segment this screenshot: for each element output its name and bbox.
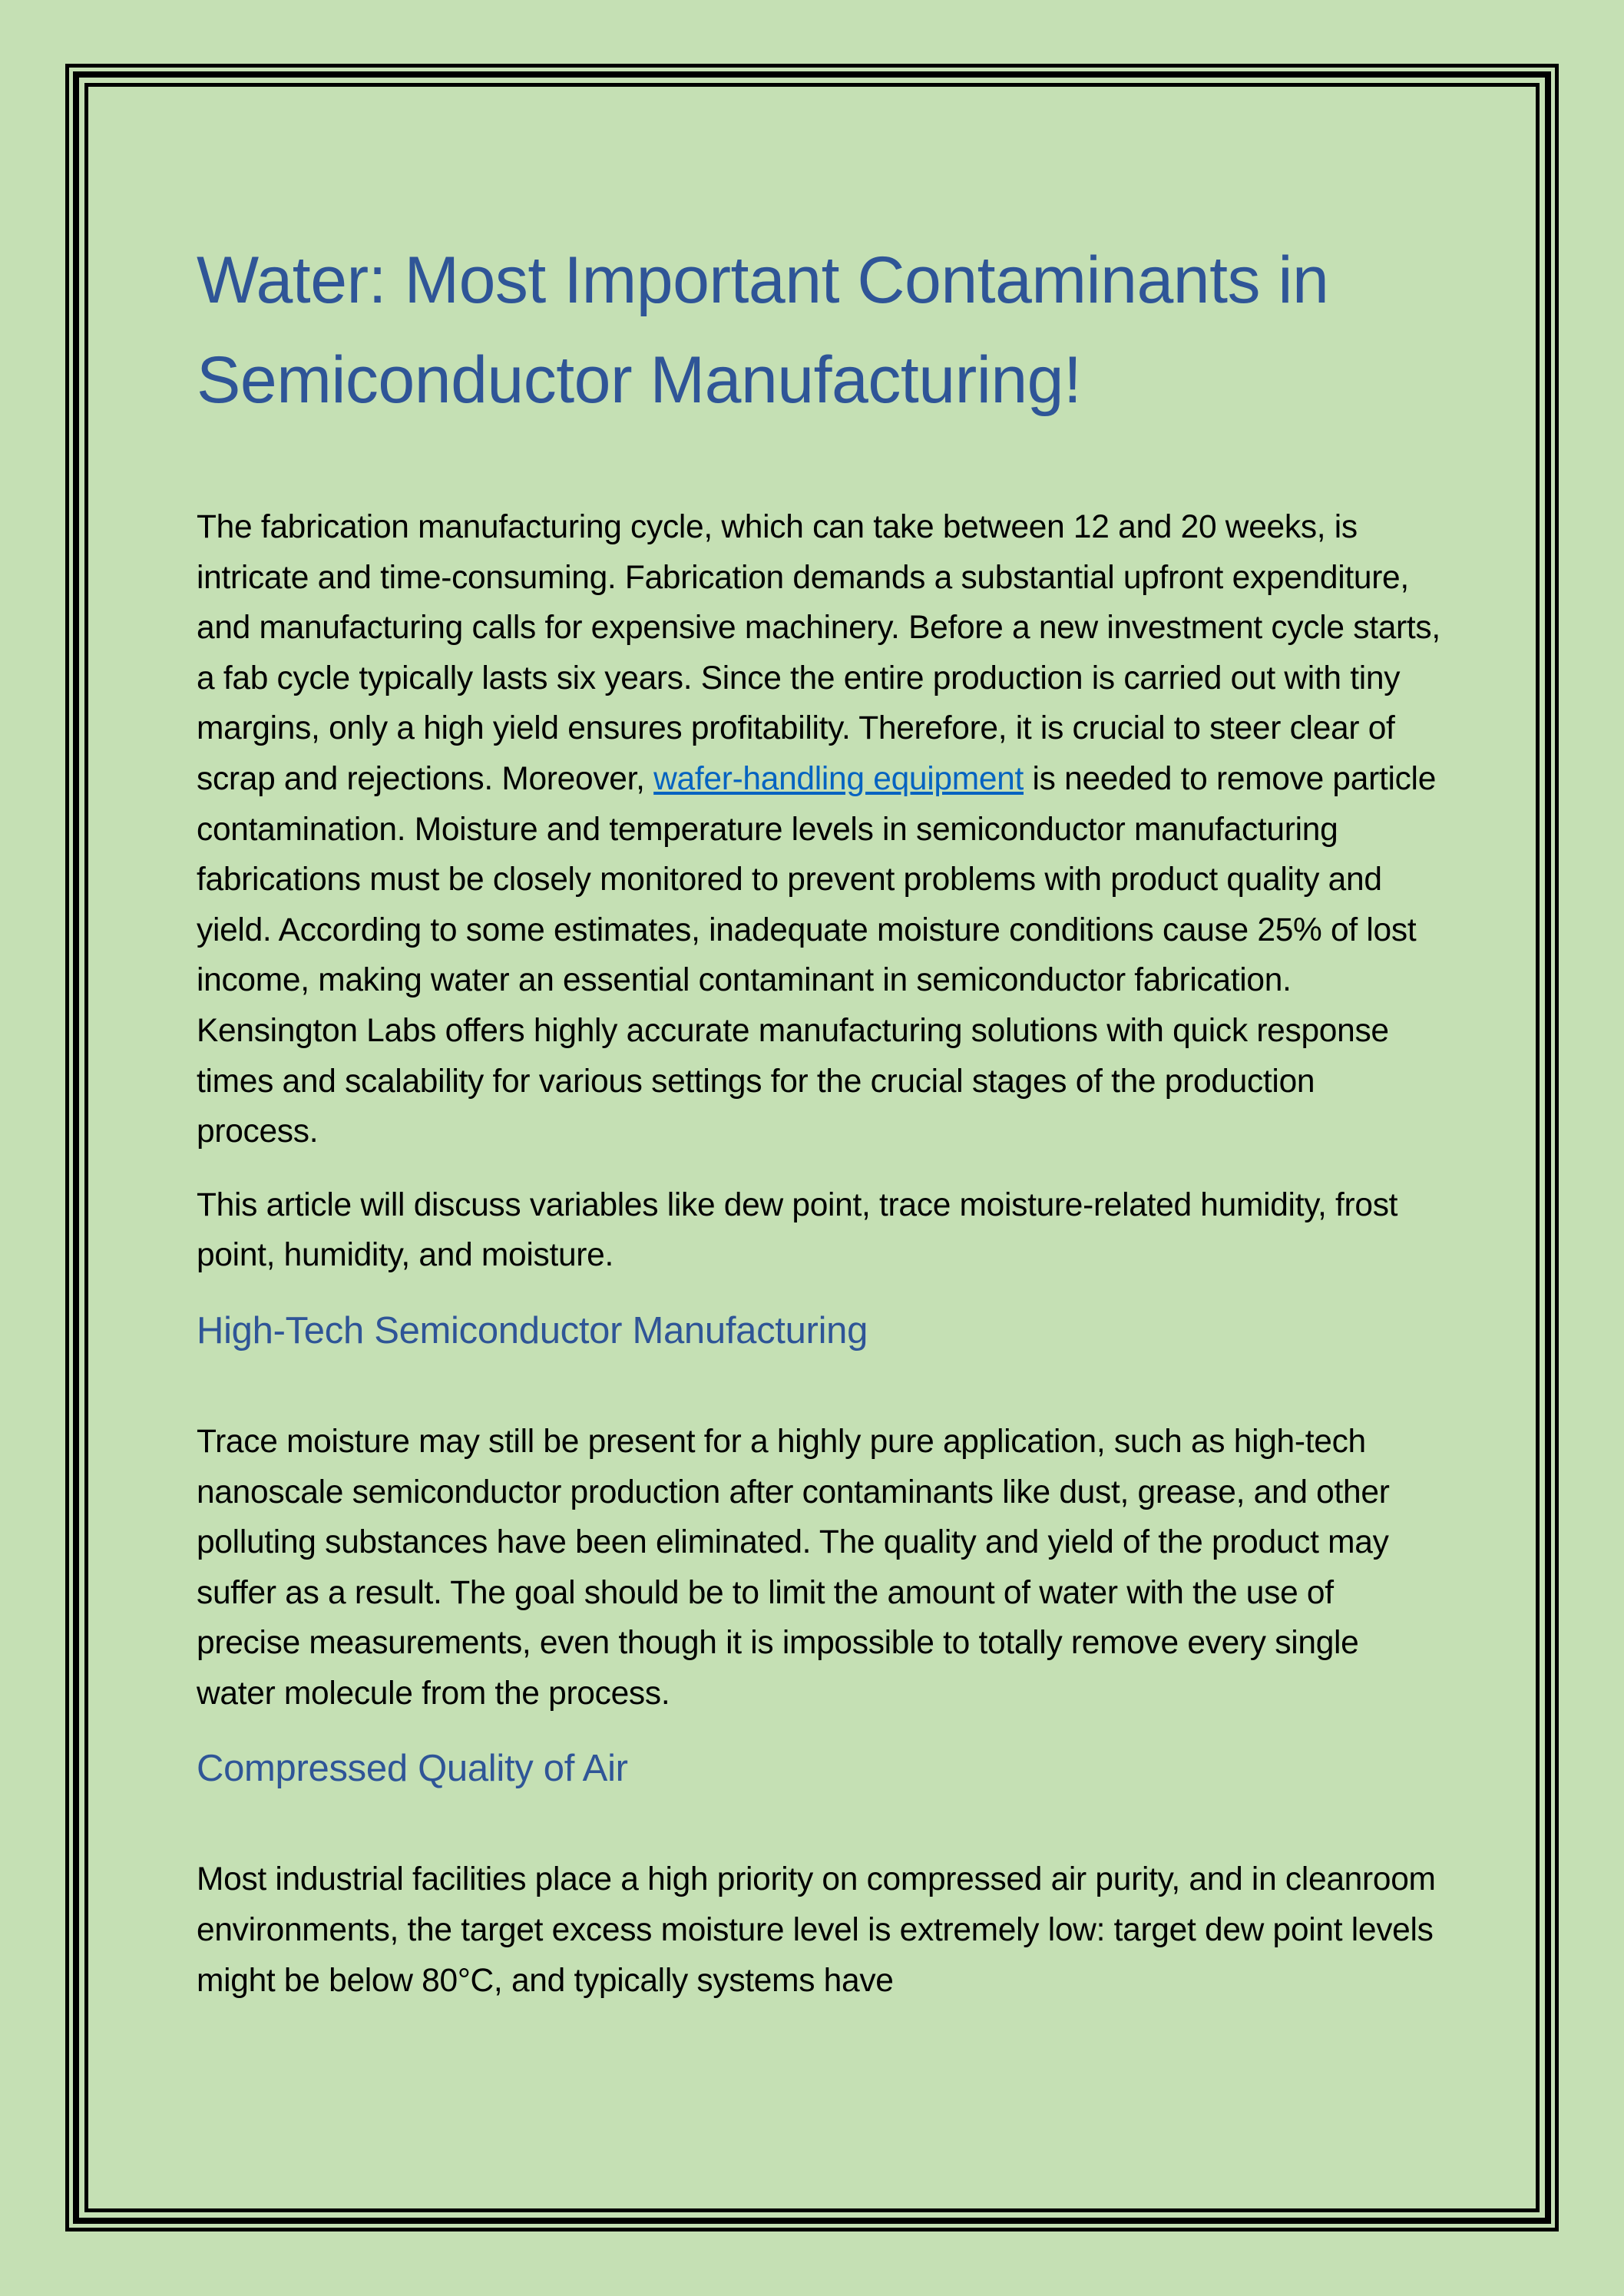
- section-body-high-tech: Trace moisture may still be present for a highly pure application, such as high-tech nanoscale semiconductor production after contaminants like dust, grease, and other polluting substances have been eliminated. The quality and yield of the product may suffer as a result. The goal should be to limit the amount of water with the use of precise measurements, even though it is impossible to totally remove every single water molecule from the process.: [197, 1423, 1390, 1712]
- intro-paragraph: [197, 502, 1440, 1157]
- article-title: [197, 230, 1440, 430]
- intro-second-paragraph: This article will discuss variables like dew point, trace moisture-related humidity, frost point, humidity, and moisture.: [197, 1186, 1398, 1274]
- intro-text-after-link: is needed to remove particle contamination. Moisture and temperature levels in semiconductor manufacturing fabrications must be closely monitored to prevent problems with product quality and yield. According to some estimates, inadequate moisture conditions cause 25% of lost income, making water an essential contaminant in semiconductor fabrication. Kensington Labs offers highly accurate manufacturing solutions with quick response times and scalability for various settings for the crucial stages of the production process.: [197, 760, 1437, 1150]
- article-title-text: Water: Most Important Contaminants in Semiconductor Manufacturing: [197, 243, 1329, 417]
- wafer-handling-equipment-link[interactable]: wafer-handling equipment: [653, 760, 1024, 797]
- article-content: [197, 230, 1440, 2006]
- section-heading-high-tech: High-Tech Semiconductor Manufacturing: [197, 1309, 868, 1351]
- intro-text-before-link: The fabrication manufacturing cycle, which can take between 12 and 20 weeks, is intricate and time-consuming. Fabrication demands a substantial upfront expenditure, and manufacturing calls for expensive machinery. Before a new investment cycle starts, a fab cycle typically lasts six years. Since the entire production is carried out with tiny margins, only a high yield ensures profitability. Therefore, it is crucial to steer clear of scrap and rejections. Moreover,: [197, 509, 1440, 797]
- article-title-punctuation: !: [1063, 343, 1082, 417]
- section-heading-compressed-air: Compressed Quality of Air: [197, 1748, 628, 1790]
- section-body-compressed-air: Most industrial facilities place a high priority on compressed air purity, and in cleanroom environments, the target excess moisture level is extremely low: target dew point levels might be below 80°C, and typically systems have: [197, 1861, 1436, 1999]
